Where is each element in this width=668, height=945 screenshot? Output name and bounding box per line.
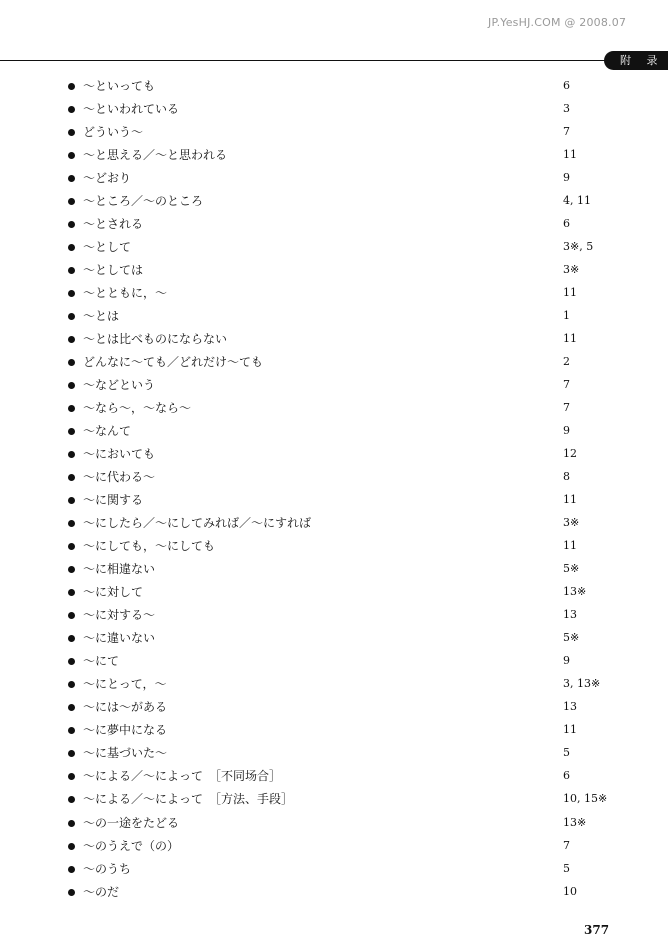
entry-reference: 5※ [563, 631, 580, 645]
entry-term: ～とされる [83, 217, 144, 232]
entry-term: ～の一途をたどる [83, 815, 180, 830]
entry-term: ～ところ／～のところ [83, 194, 204, 209]
entry-reference: 6 [563, 217, 570, 231]
index-entry [68, 283, 628, 306]
entry-reference: 5※ [563, 562, 580, 576]
index-entry [68, 444, 628, 467]
index-entry [68, 743, 628, 766]
entry-reference: 11 [563, 539, 577, 553]
bullet-icon [68, 198, 75, 205]
bullet-icon [68, 106, 75, 113]
index-entry [68, 651, 628, 674]
entry-reference: 6 [563, 79, 570, 92]
entry-term: ～とは [83, 309, 120, 324]
entry-reference: 6 [563, 769, 570, 783]
bullet-icon [68, 612, 75, 619]
entry-term: ～とは比べものにならない [83, 332, 228, 347]
entry-term: ～にて [83, 654, 120, 669]
entry-reference: 3 [563, 102, 570, 116]
entry-term: ～のうち [83, 861, 132, 876]
entry-term: ～と思える／～と思われる [83, 148, 228, 163]
bullet-icon [68, 635, 75, 642]
bullet-icon [68, 543, 75, 550]
watermark: JP.YesHJ.COM @ 2008.07 [488, 16, 627, 29]
entry-term: ～として [83, 240, 132, 255]
entry-reference: 10 [563, 884, 577, 898]
index-entry [68, 882, 628, 905]
bullet-icon [68, 773, 75, 780]
entry-reference: 9 [563, 654, 570, 668]
bullet-icon [68, 566, 75, 573]
entry-term: ～といっても [83, 79, 156, 93]
bullet-icon [68, 796, 75, 803]
entry-reference: 3※ [563, 516, 580, 530]
entry-reference: 11 [563, 332, 577, 346]
bullet-icon [68, 658, 75, 665]
index-entry [68, 513, 628, 536]
entry-term: ～に違いない [83, 631, 156, 646]
bullet-icon [68, 175, 75, 182]
entry-term: ～どおり [83, 171, 132, 186]
entry-term: ～には～がある [83, 700, 168, 715]
entry-reference: 11 [563, 493, 577, 507]
entry-reference: 11 [563, 286, 577, 300]
index-entry [68, 559, 628, 582]
entry-reference: 13※ [563, 815, 587, 829]
index-entry [68, 168, 628, 191]
index-entry [68, 789, 628, 812]
bullet-icon [68, 267, 75, 274]
bullet-icon [68, 336, 75, 343]
entry-reference: 11 [563, 723, 577, 737]
index-entry [68, 260, 628, 283]
bullet-icon [68, 750, 75, 757]
index-entry [68, 191, 628, 214]
entry-term: ～のうえで（の） [83, 838, 180, 853]
bullet-icon [68, 152, 75, 159]
entry-term: ～に対する～ [83, 608, 156, 623]
index-entry [68, 214, 628, 237]
entry-term: どんなに～ても／どれだけ～ても [83, 355, 264, 370]
entry-term: ～に代わる～ [83, 470, 156, 485]
entry-reference: 3※ [563, 263, 580, 277]
entry-term: ～などという [83, 378, 156, 393]
entry-term: ～にとって，～ [83, 677, 167, 692]
entry-reference: 7 [563, 401, 570, 415]
entry-reference: 11 [563, 148, 577, 162]
bullet-icon [68, 704, 75, 711]
entry-term: ～に関する [83, 493, 144, 508]
bullet-icon [68, 497, 75, 504]
entry-reference: 9 [563, 171, 570, 185]
bullet-icon [68, 83, 75, 90]
page-number: 377 [584, 923, 610, 937]
entry-reference: 4, 11 [563, 194, 591, 208]
bullet-icon [68, 290, 75, 297]
index-entry [68, 859, 628, 882]
entry-reference: 3, 13※ [563, 677, 601, 691]
index-entry [68, 628, 628, 651]
index-entry [68, 720, 628, 743]
index-entry [68, 674, 628, 697]
bullet-icon [68, 681, 75, 688]
index-entry [68, 766, 628, 789]
index-entry [68, 605, 628, 628]
bullet-icon [68, 589, 75, 596]
entry-term: ～に対して [83, 585, 144, 600]
index-entry [68, 306, 628, 329]
bullet-icon [68, 428, 75, 435]
bullet-icon [68, 405, 75, 412]
index-entry [68, 836, 628, 859]
entry-reference: 1 [563, 309, 570, 323]
entry-term: ～のだ [83, 884, 120, 899]
entry-reference: 13※ [563, 585, 587, 599]
entry-term: ～とともに，～ [83, 286, 168, 301]
bullet-icon [68, 843, 75, 850]
bullet-icon [68, 313, 75, 320]
bullet-icon [68, 727, 75, 734]
entry-reference: 7 [563, 378, 570, 392]
index-entry [68, 490, 628, 513]
bullet-icon [68, 244, 75, 251]
entry-term: ～に夢中になる [83, 723, 168, 738]
index-entry [68, 813, 628, 836]
index-entry [68, 76, 628, 99]
entry-term: ～による／～によって ［方法、手段］ [83, 792, 294, 807]
index-entry [68, 375, 628, 398]
bullet-icon [68, 520, 75, 527]
index-entry [68, 697, 628, 720]
entry-term: ～としては [83, 263, 144, 278]
entry-term: ～にしたら／～にしてみれば／～にすれば [83, 516, 312, 531]
index-entry [68, 237, 628, 260]
bullet-icon [68, 820, 75, 827]
entry-term: ～なんて [83, 424, 132, 439]
index-entry [68, 421, 628, 444]
section-tab: 附 录 [604, 51, 668, 70]
index-entry [68, 467, 628, 490]
entry-term: ～といわれている [83, 102, 180, 117]
bullet-icon [68, 221, 75, 228]
index-entry [68, 398, 628, 421]
bullet-icon [68, 866, 75, 873]
index-entry [68, 122, 628, 145]
index-entry [68, 352, 628, 375]
bullet-icon [68, 889, 75, 896]
bullet-icon [68, 382, 75, 389]
entry-term: ～に相違ない [83, 562, 156, 577]
entry-reference: 13 [563, 608, 577, 622]
entry-reference: 13 [563, 700, 577, 714]
bullet-icon [68, 359, 75, 366]
entry-term: どういう～ [83, 125, 144, 140]
index-entry [68, 536, 628, 559]
entry-term: ～に基づいた～ [83, 746, 168, 761]
entry-reference: 12 [563, 447, 577, 461]
entry-reference: 5 [563, 746, 570, 760]
entry-reference: 2 [563, 355, 570, 369]
header-rule [0, 60, 610, 61]
entry-reference: 10, 15※ [563, 792, 608, 806]
index-entry [68, 99, 628, 122]
index-entry [68, 145, 628, 168]
entry-reference: 8 [563, 470, 570, 484]
entry-term: ～にしても，～にしても [83, 539, 216, 554]
bullet-icon [68, 451, 75, 458]
index-list [68, 76, 628, 905]
bullet-icon [68, 474, 75, 481]
index-entry [68, 329, 628, 352]
entry-reference: 7 [563, 125, 570, 139]
index-entry [68, 582, 628, 605]
entry-term: ～においても [83, 447, 156, 462]
entry-reference: 3※, 5 [563, 240, 594, 254]
bullet-icon [68, 129, 75, 136]
entry-term: ～による／～によって ［不同场合］ [83, 769, 282, 784]
entry-reference: 5 [563, 861, 570, 875]
entry-reference: 7 [563, 838, 570, 852]
entry-reference: 9 [563, 424, 570, 438]
entry-term: ～なら～，～なら～ [83, 401, 192, 416]
